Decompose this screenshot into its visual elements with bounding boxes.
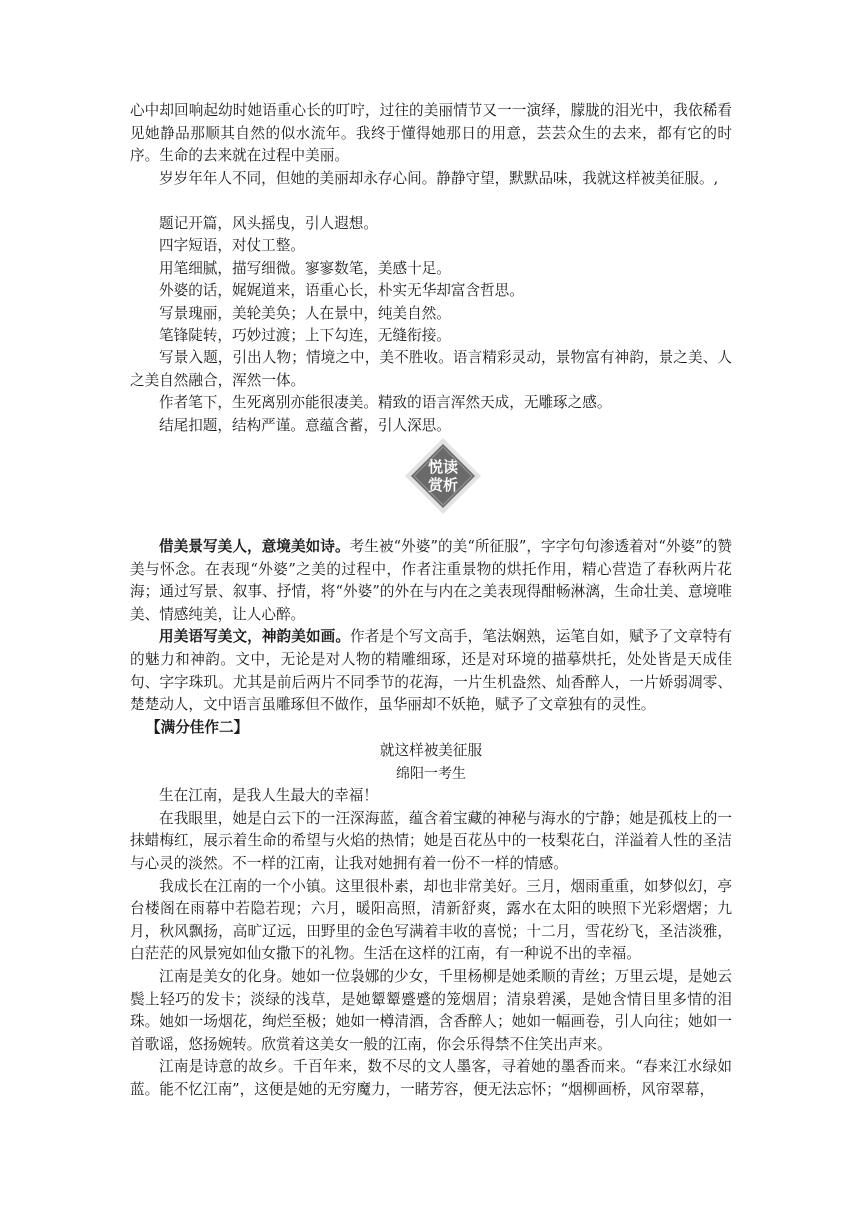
- essay-one-ending: [130, 100, 732, 190]
- analysis-lead: 借美景写美人，意境美如诗。: [159, 538, 350, 555]
- note-item: 笔锋陡转，巧妙过渡；上下勾连，无缝衔接。: [159, 327, 451, 345]
- essay-paragraph: 岁岁年年人不同，但她的美丽却永存心间。静静守望，默默品味，我就这样被美征服。,: [159, 169, 719, 187]
- note-item: 外婆的话，娓娓道来，语重心长，朴实无华却富含哲思。: [159, 282, 524, 300]
- analysis-paragraph: [130, 536, 732, 626]
- essay-paragraph: 江南是美女的化身。她如一位袅娜的少女，千里杨柳是她柔顺的青丝；万里云堤，是她云鬓上轻巧的发卡；淡绿的浅草，是她颦颦蹙蹙的笼烟眉；清泉碧溪，是她含情目里多情的泪珠。她如一场烟花，绚烂至极；她如一樽清酒，含香醉人；她如一幅画卷，引人向往；她如一首歌谣，悠扬婉转。欣赏着这美女一般的江南，你会乐得禁不住笑出声来。: [130, 967, 732, 1053]
- analysis-lead: 用美语写美文，神韵美如画。: [159, 628, 351, 646]
- badge-line-1: 悦读: [427, 458, 459, 476]
- analysis-paragraph: [130, 626, 732, 716]
- note-item: 写景入题，引出人物；情境之中，美不胜收。语言精彩灵动，景物富有神韵，景之美、人之美自然融合，浑然一体。: [130, 349, 732, 389]
- note-item: 作者笔下，生死离别亦能很凄美。精致的语言浑然天成，无雕琢之感。: [159, 394, 612, 412]
- badge-line-2: 赏析: [427, 476, 459, 494]
- margin-notes: [130, 213, 732, 437]
- note-item: 用笔细腻，描写细微。寥寥数笔，美感十足。: [159, 259, 451, 277]
- section-heading: 【满分佳作二】: [146, 718, 249, 736]
- essay-paragraph: 我成长在江南的一个小镇。这里很朴素，却也非常美好。三月，烟雨重重，如梦似幻，亭台楼阁在雨幕中若隐若现；六月，暖阳高照，清新舒爽，露水在太阳的映照下光彩熠熠；九月，秋风飘扬，高旷辽远，田野里的金色写满着丰收的喜悦；十二月，雪花纷飞，圣洁淡雅，白茫茫的风景宛如仙女撒下的礼物。生活在这样的江南，有一种说不出的幸福。: [130, 877, 732, 963]
- note-item: 题记开篇，风头摇曳，引人遐想。: [159, 215, 378, 232]
- note-item: 写景瑰丽，美轮美奂；人在景中，纯美自然。: [159, 304, 451, 322]
- analysis-text: 考生被“外婆”的美“所征服”，字字句句渗透着对“外婆”的赞美与怀念。在表现“外婆”之美的过程中，作者注重景物的烘托作用，精心营造了春秋两片花海；通过写景、叙事、抒情，将“外婆”的外在与内在之美表现得酣畅淋漓，生命壮美、意境唯美、情感纯美，让人心醉。: [130, 538, 732, 623]
- essay-paragraph: 在我眼里，她是白云下的一汪深海蓝，蕴含着宝藏的神秘与海水的宁静；她是孤枝上的一抹蜡梅红，展示着生命的希望与火焰的热情；她是百花丛中的一枝梨花白，洋溢着人性的圣洁与心灵的淡然。不一样的江南，让我对她拥有着一份不一样的情感。: [130, 809, 732, 872]
- reading-appreciation-badge-icon: [403, 436, 483, 516]
- essay-paragraph: 心中却回响起幼时她语重心长的叮咛，过往的美丽情节又一一演绎，朦胧的泪光中，我依稀看见她静品那顺其自然的似水流年。我终于懂得她那日的用意，芸芸众生的去来，都有它的时序。生命的去来就在过程中美丽。: [130, 102, 732, 165]
- note-item: 四字短语，对仗工整。: [159, 237, 305, 255]
- essay-author: 绵阳一考生: [396, 765, 466, 782]
- analysis-text: 作者是个写文高手，笔法娴熟，运笔自如，赋予了文章特有的魅力和神韵。文中，无论是对人物的精雕细琢，还是对环境的描摹烘托，处处皆是天成佳句、字字珠玑。尤其是前后两片不同季节的花海，一片生机盎然、灿香醉人，一片娇弱凋零、楚楚动人，文中语言虽雕琢但不做作，虽华丽却不妖艳，赋予了文章独有的灵性。: [130, 628, 732, 714]
- essay-paragraph: 江南是诗意的故乡。千百年来，数不尽的文人墨客，寻着她的墨香而来。“春来江水绿如蓝。能不忆江南”，这便是她的无穷魔力，一睹芳容，便无法忘怀；“烟柳画桥，风帘翠幕，: [130, 1058, 732, 1098]
- essay-paragraph: 生在江南，是我人生最大的幸福！: [159, 787, 378, 805]
- essay-title: 就这样被美征服: [379, 742, 483, 759]
- note-item: 结尾扣题，结构严谨。意蕴含蓄，引人深思。: [159, 416, 451, 434]
- appreciation-section: [130, 536, 732, 739]
- essay-two: [130, 740, 732, 1102]
